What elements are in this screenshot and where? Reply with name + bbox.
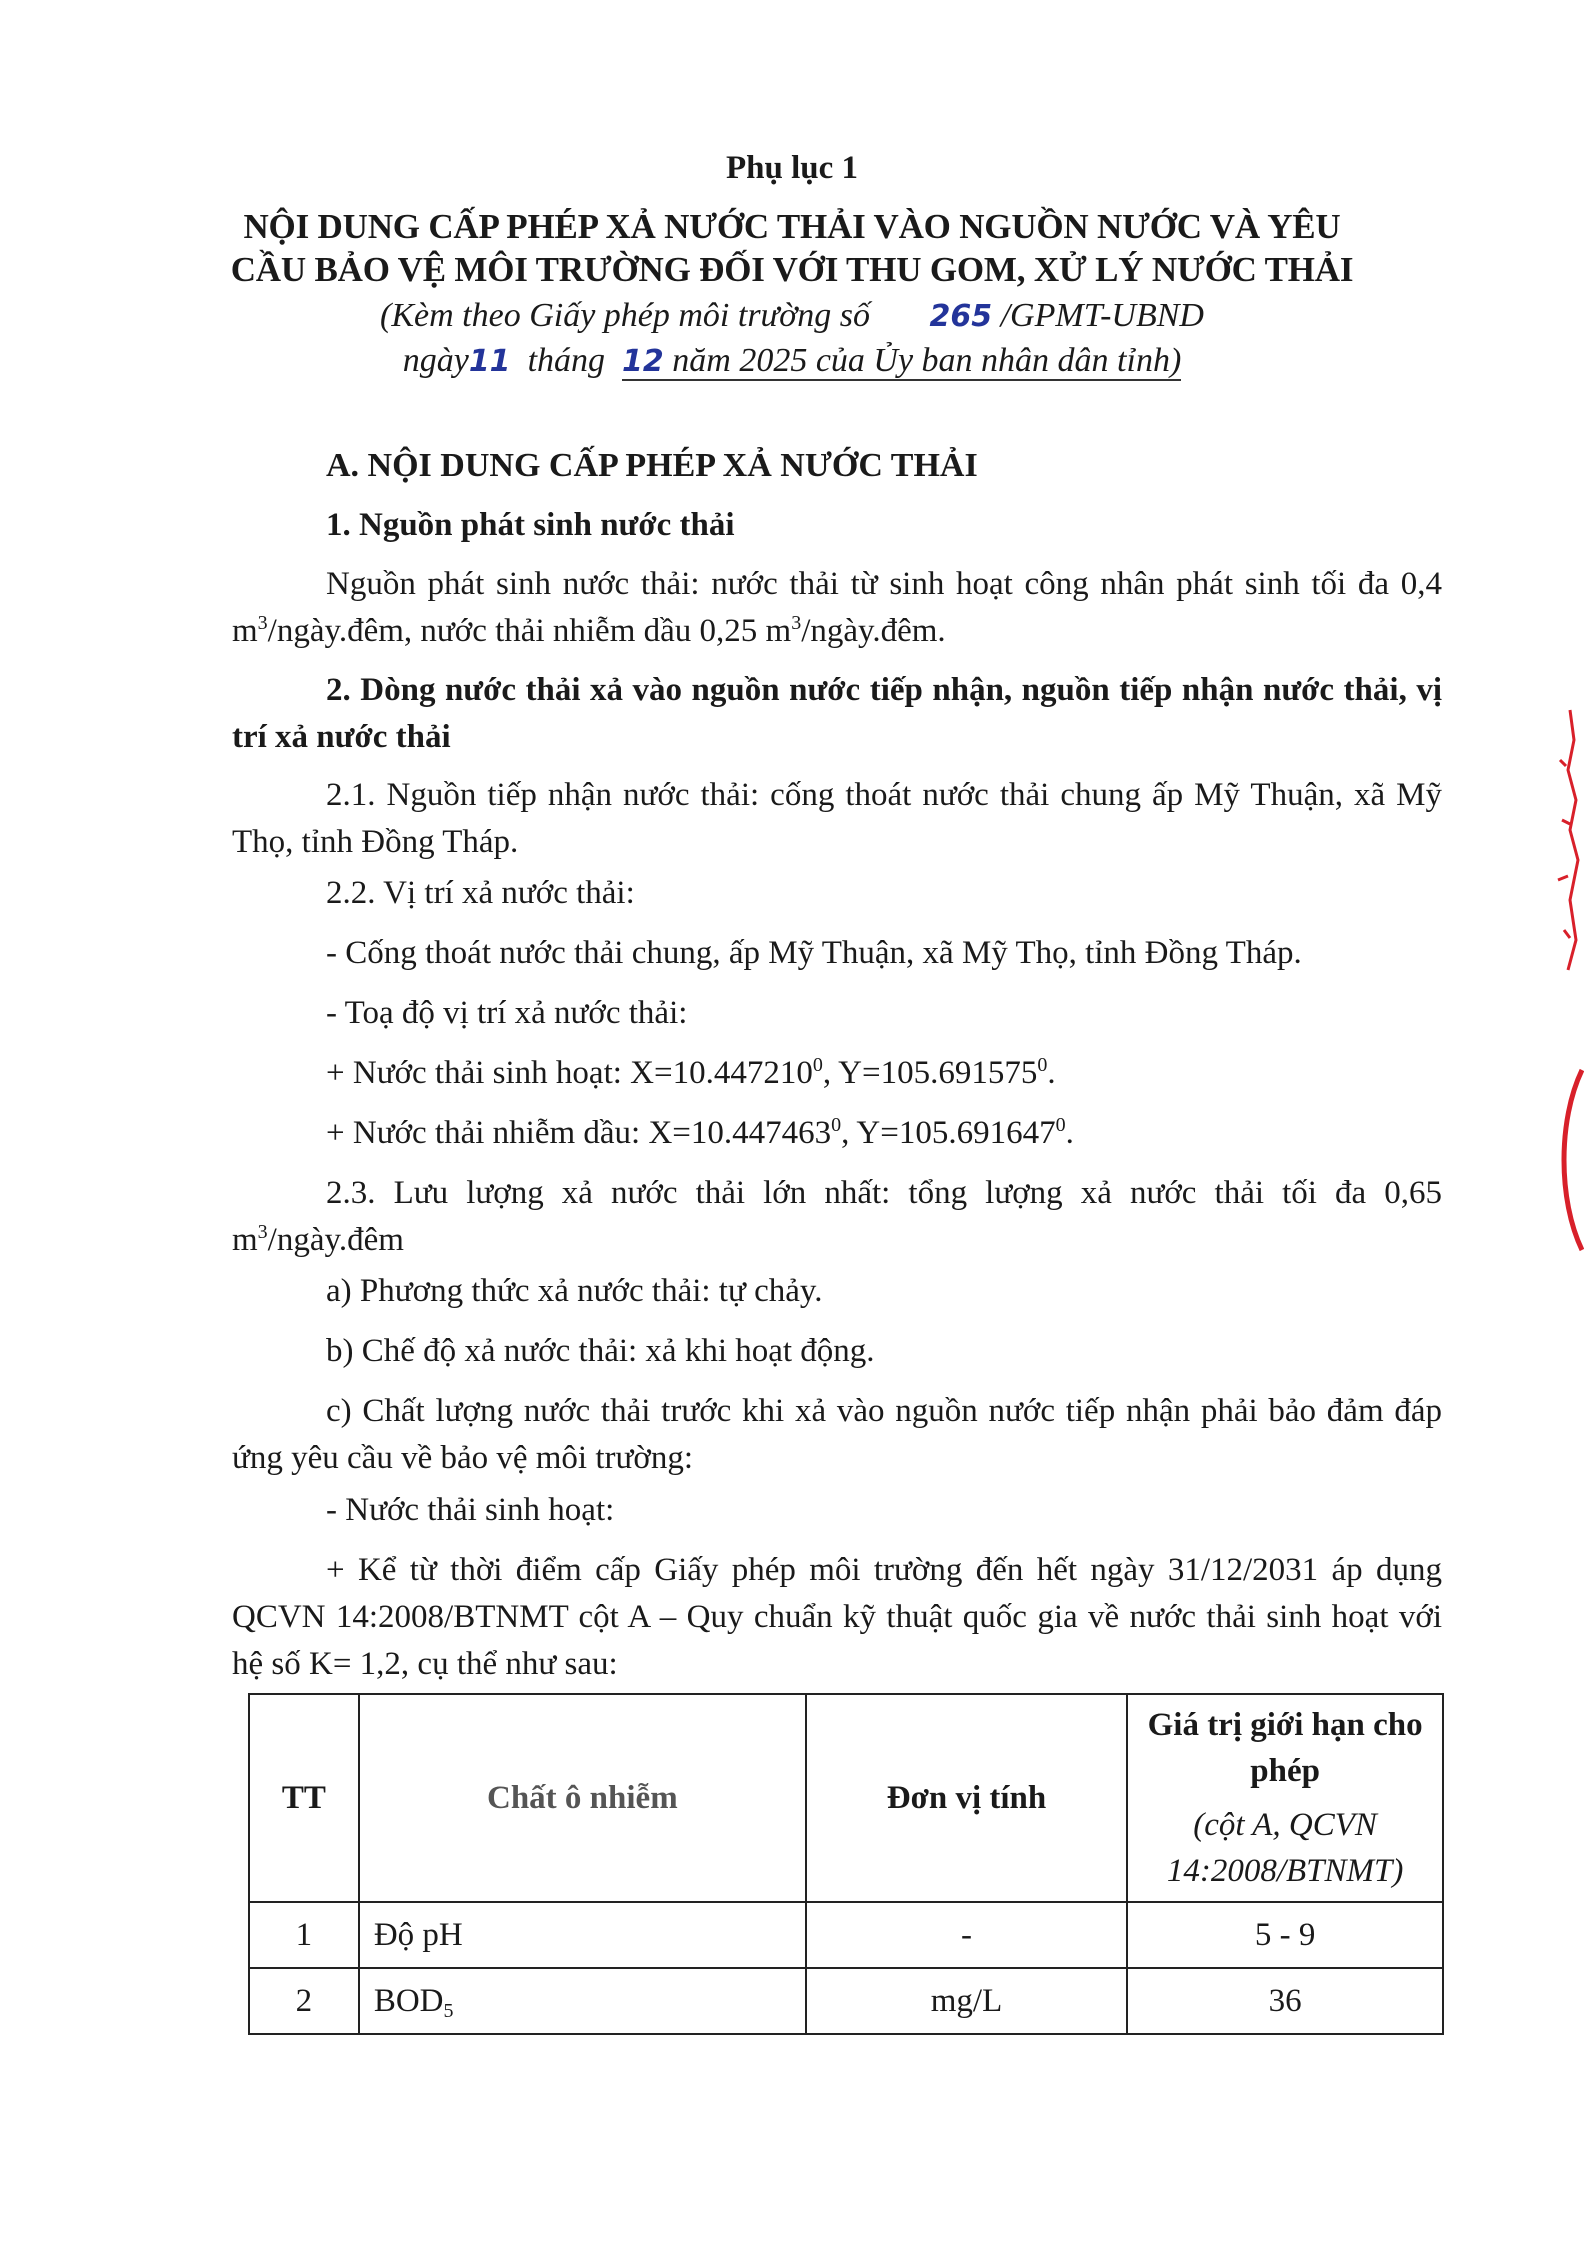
header-don-vi-tinh: Đơn vị tính bbox=[806, 1694, 1127, 1902]
cell-don-vi: mg/L bbox=[806, 1968, 1127, 2034]
subtitle-month-underlined bbox=[622, 342, 1181, 381]
coord-sh-end: . bbox=[1047, 1055, 1056, 1091]
subtitle-date-prefix: ngày bbox=[402, 342, 469, 379]
header-chat-o-nhiem: Chất ô nhiễm bbox=[359, 1694, 806, 1902]
degree-mark: 0 bbox=[812, 1054, 823, 1076]
subtitle-line-2 bbox=[0, 342, 1584, 380]
subtitle-permit-prefix: (Kèm theo Giấy phép môi trường số bbox=[380, 297, 870, 334]
subtitle-line-1 bbox=[0, 297, 1584, 335]
appendix-label: Phụ lục 1 bbox=[725, 150, 859, 186]
red-seal-arc-icon bbox=[1548, 1060, 1584, 1260]
subtitle-date-suffix: năm 2025 của Ủy ban nhân dân tỉnh) bbox=[672, 342, 1182, 379]
section-1-text-a: Nguồn phát sinh nước thải: nước thải từ sinh hoạt công nhân phát sinh tối đa 0,4 m bbox=[232, 566, 1442, 649]
limits-table bbox=[248, 1693, 1444, 2035]
title-line-2: CẦU BẢO VỆ MÔI TRƯỜNG ĐỐI VỚI THU GOM, XỬ LÝ NƯỚC THẢI bbox=[230, 250, 1354, 289]
table-row bbox=[249, 1902, 1443, 1968]
header-gioi-han-note: (cột A, QCVN 14:2008/BTNMT) bbox=[1166, 1807, 1404, 1889]
superscript-3: 3 bbox=[791, 612, 802, 634]
item-nuoc-thai-sinh-hoat: - Nước thải sinh hoạt: bbox=[326, 1492, 615, 1528]
section-1-heading: 1. Nguồn phát sinh nước thải bbox=[326, 507, 735, 543]
cell-gioi-han: 5 - 9 bbox=[1127, 1902, 1443, 1968]
table-header-row bbox=[249, 1694, 1443, 1902]
coordinate-sinh-hoat bbox=[326, 1050, 1056, 1097]
cell-tt: 2 bbox=[249, 1968, 359, 2034]
header-gioi-han-label: Giá trị giới hạn cho phép bbox=[1147, 1707, 1423, 1789]
subtitle-permit-suffix: /GPMT-UBND bbox=[1000, 297, 1204, 334]
item-ke-tu: + Kể từ thời điểm cấp Giấy phép môi trường đến hết ngày 31/12/2031 áp dụng QCVN 14:2008/BTNMT cột A – Quy chuẩn kỹ thuật quốc gia về nước thải sinh hoạt với hệ số K= 1,2, cụ thể như sau: bbox=[232, 1552, 1442, 1682]
list-item-toado: - Toạ độ vị trí xả nước thải: bbox=[326, 995, 688, 1031]
cell-chat-text: BOD bbox=[373, 1982, 444, 2019]
handwritten-day: 11 bbox=[468, 344, 511, 379]
red-stamp-edge-icon bbox=[1540, 700, 1584, 1120]
cell-don-vi: - bbox=[806, 1902, 1127, 1968]
section-1-text-c: /ngày.đêm. bbox=[801, 613, 946, 649]
table-row bbox=[249, 1968, 1443, 2034]
degree-mark: 0 bbox=[831, 1114, 842, 1136]
paragraph-2-3 bbox=[232, 1170, 1442, 1264]
header-gia-tri-gioi-han bbox=[1127, 1694, 1443, 1902]
section-1-text-b: /ngày.đêm, nước thải nhiễm dầu 0,25 m bbox=[267, 613, 792, 649]
degree-mark: 0 bbox=[1037, 1054, 1048, 1076]
paragraph-2-1: 2.1. Nguồn tiếp nhận nước thải: cống thoát nước thải chung ấp Mỹ Thuận, xã Mỹ Thọ, tỉnh Đồng Tháp. bbox=[232, 777, 1442, 860]
coord-sh-y: , Y=105.691575 bbox=[822, 1055, 1038, 1091]
superscript-3: 3 bbox=[257, 612, 268, 634]
section-a-heading: A. NỘI DUNG CẤP PHÉP XẢ NƯỚC THẢI bbox=[326, 447, 978, 484]
item-c: c) Chất lượng nước thải trước khi xả vào nguồn nước tiếp nhận phải bảo đảm đáp ứng yêu cầu về bảo vệ môi trường: bbox=[232, 1393, 1442, 1476]
degree-mark: 0 bbox=[1055, 1114, 1066, 1136]
paragraph-2-2: 2.2. Vị trí xả nước thải: bbox=[326, 875, 635, 911]
cell-tt: 1 bbox=[249, 1902, 359, 1968]
cell-chat: Độ pH bbox=[359, 1902, 806, 1968]
coord-sh-x: + Nước thải sinh hoạt: X=10.447210 bbox=[326, 1055, 813, 1091]
coord-nd-y: , Y=105.691647 bbox=[841, 1115, 1056, 1151]
cell-chat-subscript: 5 bbox=[443, 1999, 454, 2022]
subtitle-month-label: tháng bbox=[527, 342, 606, 379]
section-2-heading: 2. Dòng nước thải xả vào nguồn nước tiếp nhận, nguồn tiếp nhận nước thải, vị trí xả nước thải bbox=[232, 672, 1442, 755]
list-item-cong: - Cống thoát nước thải chung, ấp Mỹ Thuận, xã Mỹ Thọ, tỉnh Đồng Tháp. bbox=[326, 935, 1302, 971]
coord-nd-x: + Nước thải nhiễm dầu: X=10.447463 bbox=[326, 1115, 832, 1151]
paragraph-2-3-text: 2.3. Lưu lượng xả nước thải lớn nhất: tổng lượng xả nước thải tối đa 0,65 m bbox=[232, 1175, 1442, 1258]
coord-nd-end: . bbox=[1065, 1115, 1074, 1151]
superscript-3: 3 bbox=[257, 1221, 268, 1243]
paragraph-2-3-unit: /ngày.đêm bbox=[267, 1222, 404, 1258]
cell-gioi-han: 36 bbox=[1127, 1968, 1443, 2034]
item-a: a) Phương thức xả nước thải: tự chảy. bbox=[326, 1273, 823, 1309]
section-1-paragraph bbox=[232, 561, 1442, 655]
item-b: b) Chế độ xả nước thải: xả khi hoạt động. bbox=[326, 1333, 875, 1369]
cell-chat bbox=[359, 1968, 806, 2034]
handwritten-permit-number: 265 bbox=[929, 299, 993, 334]
coordinate-nhiem-dau bbox=[326, 1110, 1074, 1157]
header-tt: TT bbox=[249, 1694, 359, 1902]
handwritten-month: 12 bbox=[622, 344, 664, 379]
title-line-1: NỘI DUNG CẤP PHÉP XẢ NƯỚC THẢI VÀO NGUỒN NƯỚC VÀ YÊU bbox=[243, 207, 1341, 246]
